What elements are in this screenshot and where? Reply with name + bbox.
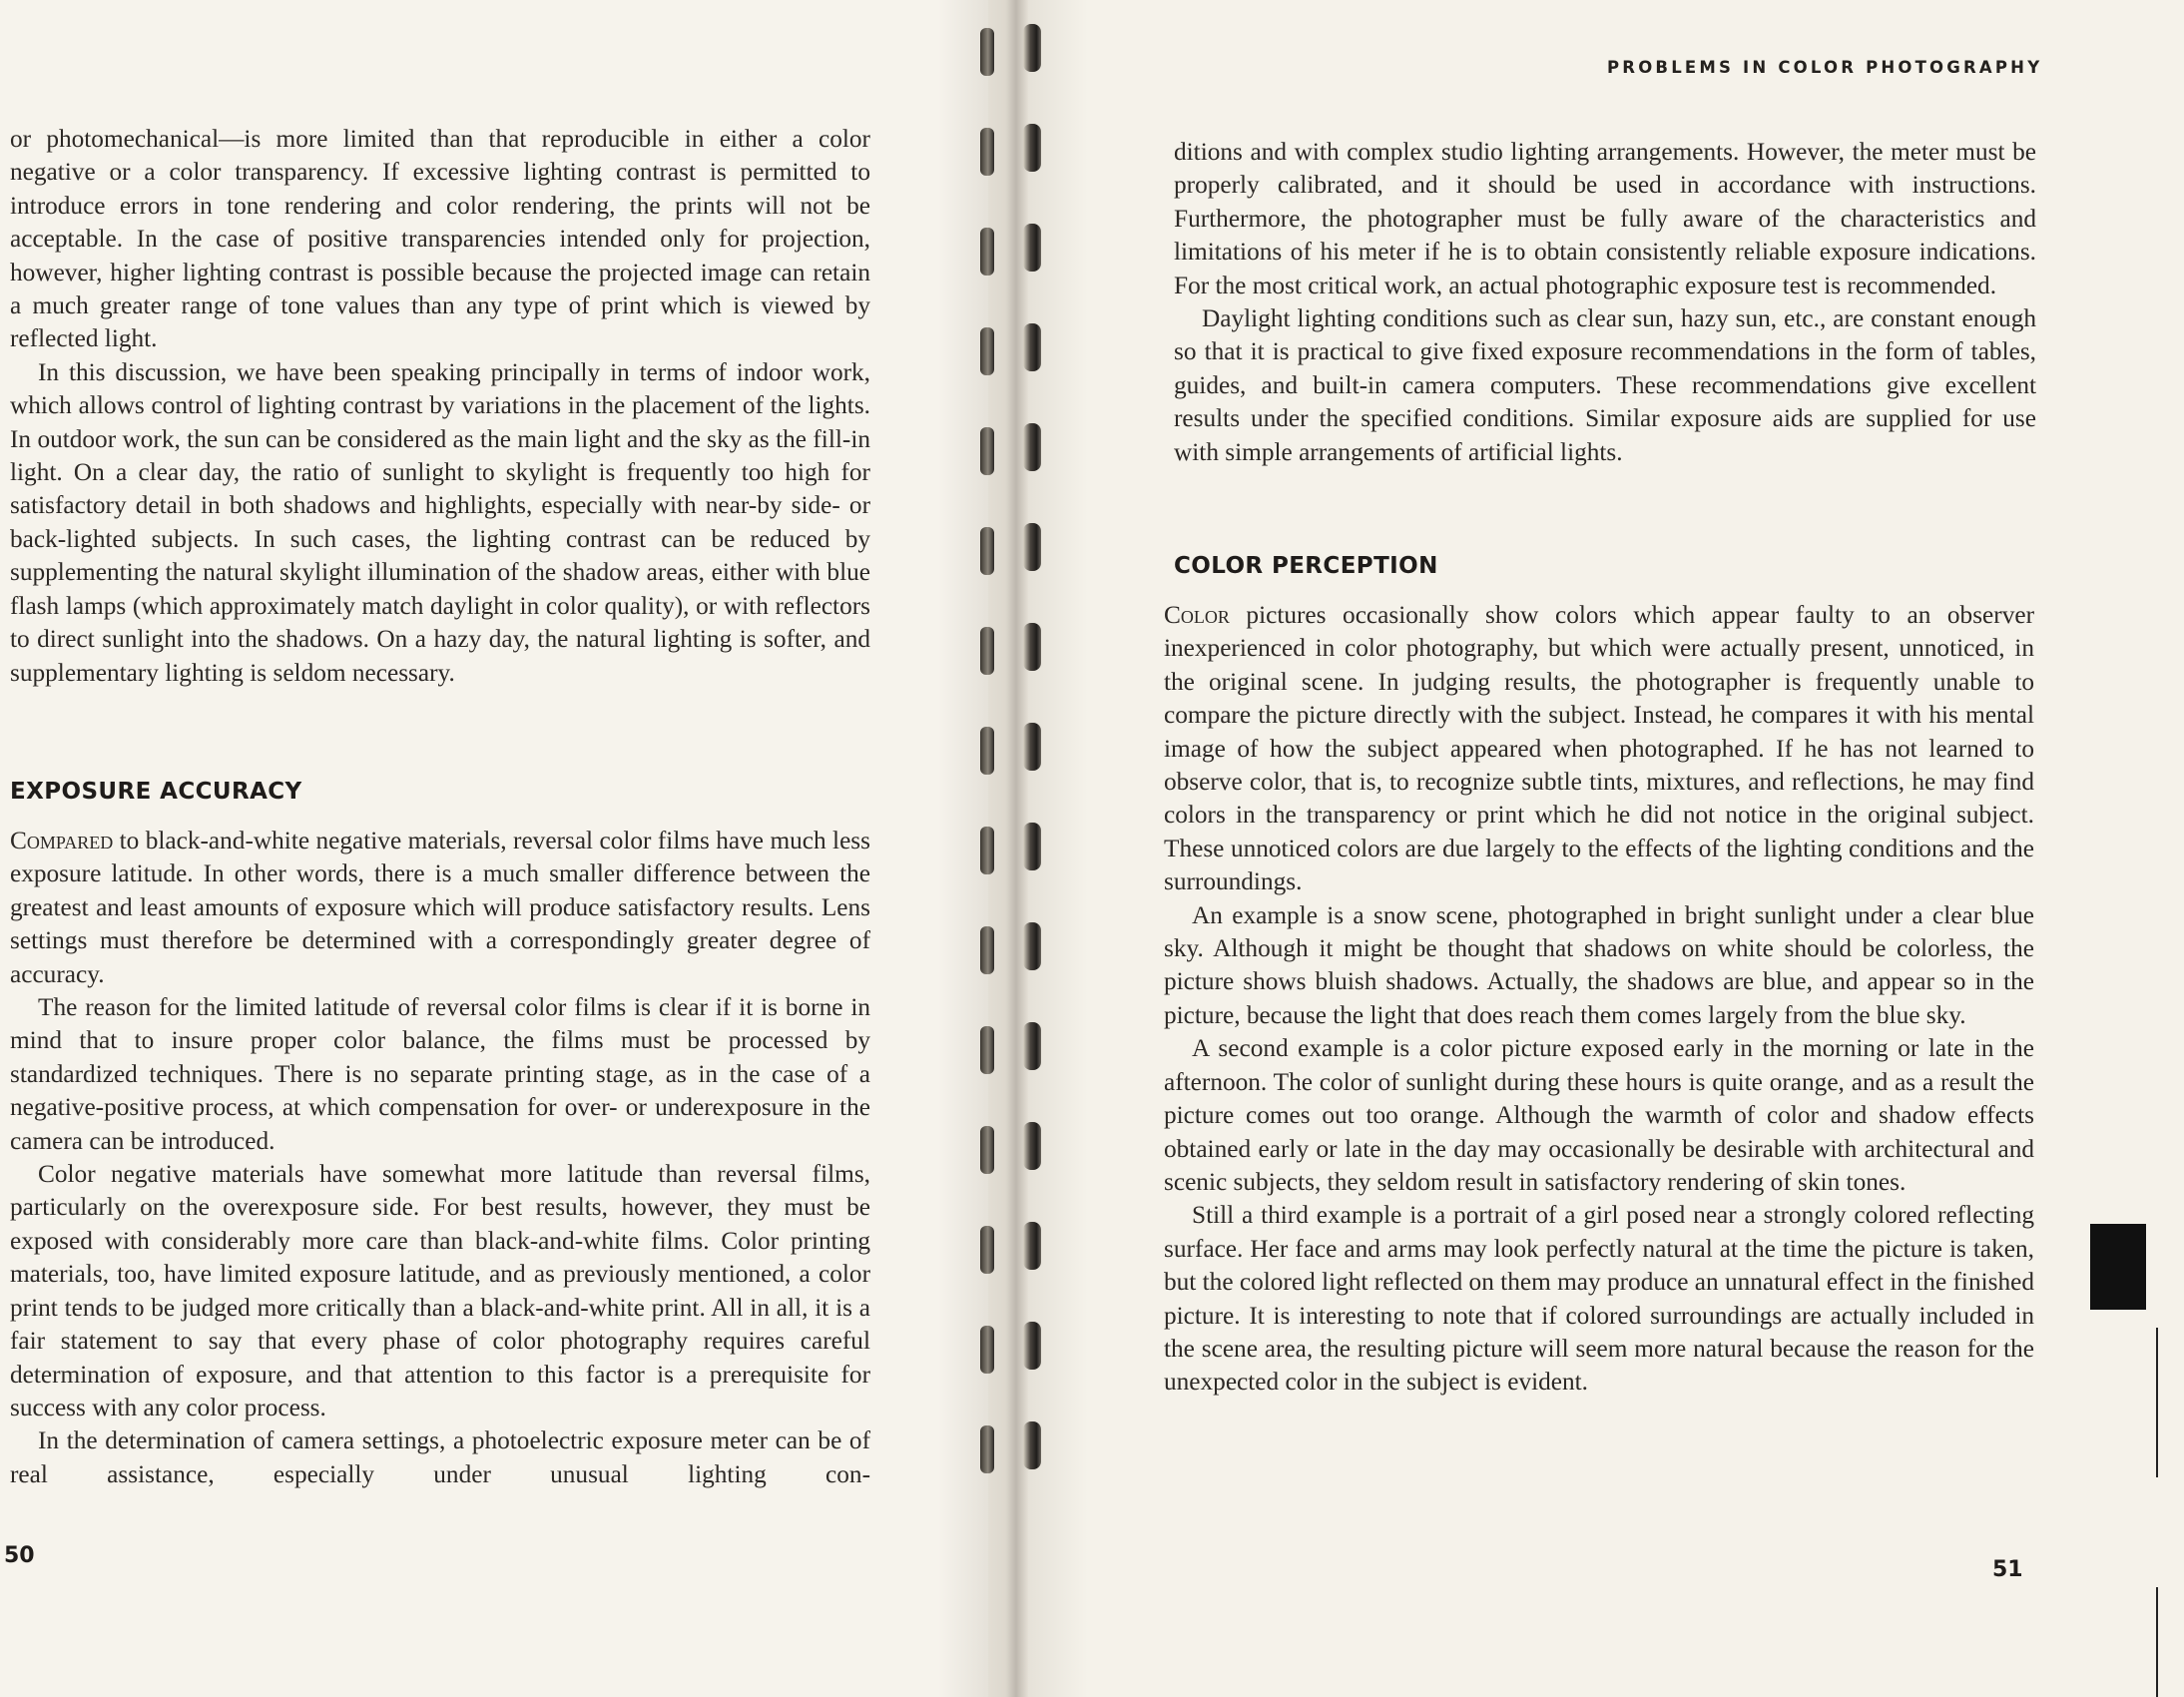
binding-loop-left [980,327,994,375]
binding-loop-left [980,1126,994,1174]
right-paragraph-2: Daylight lighting conditions such as clear sun, hazy sun, etc., are constant enough so that it is practical to give fixed exposure recommendations in the form of tables, guides, and built-in camera computers. These recommendations give excellent results under the specified conditions. Similar exposure aids are supplied for use with simple arrangements of artificial lights. [1174,304,2036,466]
page-number-left: 50 [4,1543,35,1568]
binding-loop-left [980,627,994,675]
binding-loop-right [1023,24,1041,72]
binding-loop-right [1023,323,1041,371]
section-lead-compared: Compared [10,827,114,854]
binding-loop-right [1023,1322,1041,1370]
binding-loop-left [980,1425,994,1473]
binding-loop-left [980,228,994,276]
binding-loop-right [1023,1122,1041,1170]
right-paragraph-1: ditions and with complex studio lighting arrangements. However, the meter must be properly calibrated, and it should be used in accordance with instructions. Furthermore, the photographer must be fully aware of the characteristics and limitations of his meter if he is to obtain consistently reliable exposure indications. For the most critical work, an actual photographic exposure test is recommended. [1174,138,2036,299]
binding-loop-right [1023,124,1041,172]
binding-loop-left [980,28,994,76]
binding-loop-right [1023,823,1041,870]
binding-loop-left [980,727,994,775]
right-section-paragraph-3: A second example is a color picture exposed early in the morning or late in the afternoon. The color of sunlight during these hours is quite orange, and as a result the picture comes out too orange. Although the warmth of color and shadow effects obtained early or late in the day may occasionally be desirable with architectural and scenic subjects, they seldom result in satisfactory rendering of skin tones. [1164,1034,2034,1196]
binding-loop-right [1023,1222,1041,1270]
right-section-text [1164,599,2034,1400]
left-section-paragraph-4: In the determination of camera settings, a photoelectric exposure meter can be of real assistance, especially under unusual lighting con- [10,1426,870,1488]
binding-loop-left [980,427,994,475]
right-intro-text [1174,136,2036,469]
running-head: PROBLEMS IN COLOR PHOTOGRAPHY [1607,58,2043,77]
binding-loop-left [980,1226,994,1274]
spiral-binding [973,0,1093,1697]
binding-loop-right [1023,224,1041,272]
left-paragraph-1: or photomechanical—is more limited than that reproducible in either a color negative or a color transparency. If excessive lighting contrast is permitted to introduce errors in tone rendering and color rendering, the prints will not be acceptable. In the case of positive transparencies intended only for projection, however, higher lighting contrast is possible because the projected image can retain a much greater range of tone values than any type of print which is viewed by reflected light. [10,125,870,353]
binding-loop-left [980,128,994,176]
section-lead-color: Color [1164,601,1230,629]
left-paragraph-2: In this discussion, we have been speaking principally in terms of indoor work, which allows control of lighting contrast by variations in the placement of the lights. In outdoor work, the sun can be considered as the main light and the sky as the fill-in light. On a clear day, the ratio of sunlight to skylight is frequently too high for satisfactory detail in both shadows and highlights, especially with near-by side- or back-lighted subjects. In such cases, the lighting contrast can be reduced by supplementing the natural skylight illumination of the shadow areas, either with blue flash lamps (which approximately match daylight in color quality), or with reflectors to direct sunlight into the shadows. On a hazy day, the natural lighting is softer, and supplementary lighting is seldom necessary. [10,357,870,687]
left-section-paragraph-3: Color negative materials have somewhat more latitude than reversal films, particularly on the overexposure side. For best results, however, they must be exposed with considerably more care than black-and-white films. Color printing materials, too, have limited exposure latitude, and as previously mentioned, a color print tends to be judged more critically than a black-and-white print. All in all, it is a fair statement to say that every phase of color photography requires careful determination of exposure, and that attention to this factor is a prerequisite for success with any color process. [10,1160,870,1421]
binding-loop-right [1023,922,1041,970]
left-section-paragraph-1: to black-and-white negative materials, reversal color films have much less exposure latitude. In other words, there is a much smaller difference between the greatest and least amounts of exposure which will produce satisfactory results. Lens settings must therefore be determined with a correspondingly greater degree of accuracy. [10,827,870,988]
binding-loop-right [1023,1421,1041,1469]
left-intro-text [10,123,870,690]
binding-loop-right [1023,723,1041,771]
binding-loop-right [1023,623,1041,671]
binding-loop-left [980,1326,994,1374]
right-section-paragraph-4: Still a third example is a portrait of a girl posed near a strongly colored reflecting surface. Her face and arms may look perfectly natural at the time the picture is taken, but the colored light reflected on them may produce an unnatural effect in the finished picture. It is interesting to note that if colored surroundings are actually included in the scene area, the resulting picture will seem more natural because the reason for the unexpected color in the subject is evident. [1164,1201,2034,1397]
page-number-right: 51 [1992,1557,2023,1582]
binding-loop-left [980,1026,994,1074]
binding-loop-left [980,527,994,575]
page-edge-line [2156,1328,2158,1477]
heading-exposure-accuracy: EXPOSURE ACCURACY [10,779,302,805]
binding-loop-left [980,926,994,974]
thumb-index-tab [2090,1224,2146,1310]
page-edge-line-lower [2156,1587,2158,1697]
binding-loop-right [1023,523,1041,571]
right-section-paragraph-1: pictures occasionally show colors which appear faulty to an observer inexperienced in color photography, but which were actually present, unnoticed, in the original scene. In judging results, the photographer is frequently unable to compare the picture directly with the subject. Instead, he compares it with his mental image of how the subject appeared when photographed. If he has not learned to observe color, that is, to recognize subtle tints, mixtures, and reflections, he may find colors in the transparency or print which he did not notice in the original subject. These unnoticed colors are due largely to the effects of the lighting conditions and the surroundings. [1164,601,2034,896]
left-section-paragraph-2: The reason for the limited latitude of reversal color films is clear if it is borne in mind that to insure proper color balance, the films must be processed by standardized techniques. There is no separate printing stage, as in the case of a negative-positive process, at which compensation for over- or underexposure in the camera can be introduced. [10,993,870,1155]
binding-loop-right [1023,1022,1041,1070]
left-section-text [10,825,870,1491]
heading-color-perception: COLOR PERCEPTION [1174,553,1438,579]
binding-loop-right [1023,423,1041,471]
right-section-paragraph-2: An example is a snow scene, photographed in bright sunlight under a clear blue sky. Although it might be thought that shadows on white should be colorless, the picture shows bluish shadows. Actually, the shadows are blue, and appear so in the picture, because the light that does reach them comes largely from the blue sky. [1164,900,2034,1029]
binding-loop-left [980,827,994,874]
